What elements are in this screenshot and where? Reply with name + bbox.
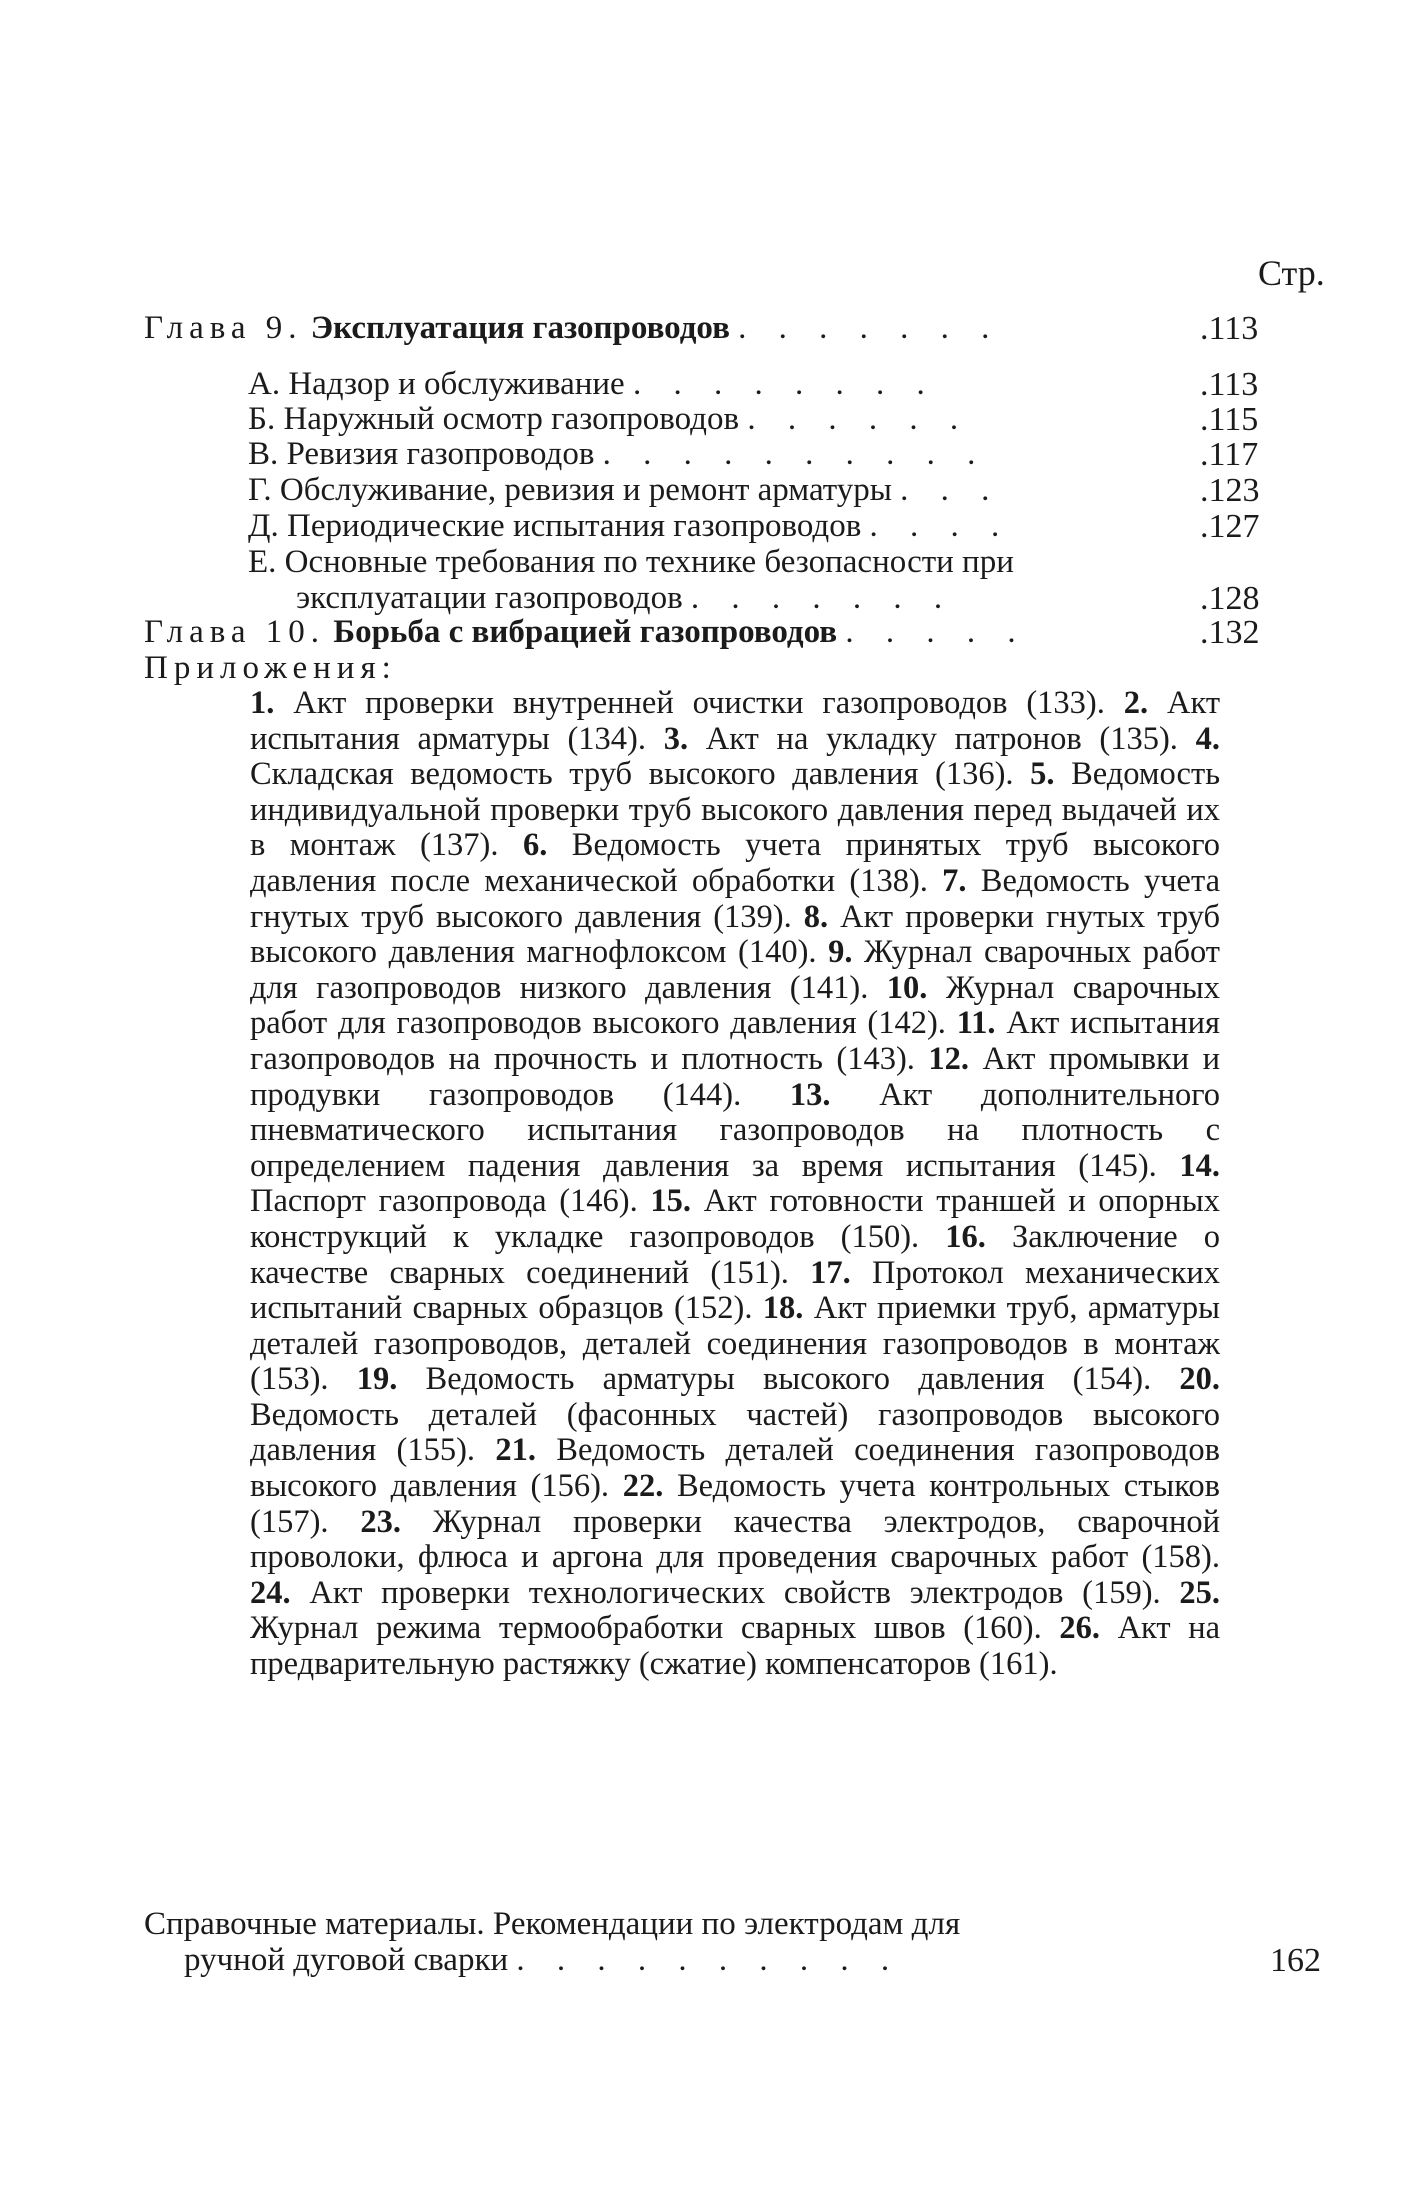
appendix-number: 15. xyxy=(650,1183,704,1220)
chapter-title: Борьба с вибрацией газопроводов xyxy=(333,614,838,650)
appendix-text: Акт на укладку патронов (135). xyxy=(705,720,1178,757)
appendix-text: Ведомость учета контрольных стыков (157). xyxy=(250,1468,1221,1540)
appendix-number: 19. xyxy=(356,1361,426,1398)
appendix-number: 14. xyxy=(1179,1147,1220,1184)
appendix-text: Акт готовности траншей и опорных конструкций к укладке газопроводов (150). xyxy=(250,1183,1221,1255)
appendix-text: Акт промывки и продувки газопроводов (144). xyxy=(250,1040,1220,1113)
appendix-text: Ведомость арматуры высокого давления (154). xyxy=(425,1361,1152,1398)
appendix-text: Ведомость деталей соединения газопроводов высокого давления (156). xyxy=(250,1432,1221,1505)
appendix-number: 22. xyxy=(622,1468,677,1505)
toc-entry: А. Надзор и обслуживание . . . . . . . . xyxy=(248,366,937,402)
appendix-text: Паспорт газопровода (146). xyxy=(250,1183,638,1220)
page-column-label: Стр. xyxy=(1258,253,1325,293)
appendix-text: Акт проверки внутренней очистки газопроводов (133). xyxy=(293,685,1105,721)
toc-entry: Д. Периодические испытания газопроводов . . . . xyxy=(248,508,1012,544)
appendix-item xyxy=(250,685,1105,721)
toc-entry: Б. Наружный осмотр газопроводов . . . . . . xyxy=(248,401,971,437)
appendix-text: Ведомость индивидуальной проверки труб высокого давления перед выдачей их в монтаж (137). xyxy=(250,756,1221,864)
appendix-text: Акт на предварительную растяжку (сжатие) компенсаторов (161). xyxy=(250,1610,1221,1683)
appendix-number: 3. xyxy=(663,720,706,757)
entry-page-number: .115 xyxy=(1200,401,1259,438)
appendix-number: 6. xyxy=(522,827,572,864)
entry-page-number: .123 xyxy=(1200,472,1260,509)
appendix-item xyxy=(250,1504,1220,1576)
appendix-number: 25. xyxy=(1179,1574,1221,1611)
appendix-text: Журнал проверки качества электродов, сварочной проволоки, флюса и аргона для проведения сварочных работ (158). xyxy=(250,1503,1221,1576)
appendix-text: Акт проверки гнутых труб высокого давления магнофлоксом (140). xyxy=(250,898,1221,971)
appendix-text: Журнал сварочных работ для газопроводов высокого давления (142). xyxy=(250,969,1220,1042)
appendix-number: 7. xyxy=(942,862,981,899)
appendix-number: 9. xyxy=(828,934,865,971)
appendix-text: Акт испытания арматуры (134). xyxy=(250,685,1221,757)
appendix-text: Акт приемки труб, арматуры деталей газопроводов, деталей соединения газопроводов в монтаж (153). xyxy=(250,1290,1221,1398)
appendix-number: 5. xyxy=(1030,756,1072,793)
toc-entry-continuation: эксплуатации газопроводов . . . . . . . xyxy=(296,580,955,616)
leader-dots: . . . . . . . xyxy=(738,310,1002,346)
appendix-item xyxy=(250,1575,1161,1611)
appendices-list xyxy=(250,686,1220,1683)
appendix-number: 24. xyxy=(250,1574,310,1611)
appendix-text: Ведомость учета гнутых труб высокого давления (139). xyxy=(250,862,1221,935)
appendix-number: 16. xyxy=(945,1218,1012,1255)
chapter-page-number: .113 xyxy=(1200,310,1259,347)
appendix-text: Ведомость учета принятых труб высокого давления после механической обработки (138). xyxy=(250,827,1221,899)
appendix-text: Акт дополнительного пневматического испытания газопроводов на плотность с определением падения давления за время испытания (145). xyxy=(250,1076,1221,1184)
appendix-number: 23. xyxy=(360,1503,433,1540)
entry-page-number: .117 xyxy=(1200,436,1259,473)
appendix-number: 26. xyxy=(1059,1610,1118,1647)
appendix-number: 13. xyxy=(789,1076,880,1113)
chapter-title: Эксплуатация газопроводов xyxy=(310,310,730,346)
appendix-number: 17. xyxy=(810,1254,872,1291)
reference-page-number: 162 xyxy=(1270,1942,1321,1979)
leader-dots: . . . . . xyxy=(845,614,1028,650)
appendix-number: 18. xyxy=(762,1290,814,1327)
appendix-number: 8. xyxy=(803,898,841,935)
appendix-text: Журнал режима термообработки сварных швов (160). xyxy=(250,1610,1042,1647)
toc-entry: В. Ревизия газопроводов . . . . . . . . . . xyxy=(248,436,988,472)
appendix-number: 1. xyxy=(250,685,294,721)
appendix-item xyxy=(664,721,1178,757)
appendix-item xyxy=(357,1361,1151,1397)
appendix-number: 12. xyxy=(928,1040,983,1077)
chapter-label: Глава 9. xyxy=(144,310,303,346)
entry-page-number: .128 xyxy=(1200,580,1260,617)
reference-subtitle: ручной дуговой сварки . . . . . . . . . . xyxy=(184,1942,902,1978)
appendices-heading: Приложения: xyxy=(144,650,397,686)
appendix-number: 11. xyxy=(956,1005,1007,1042)
appendix-number: 20. xyxy=(1179,1361,1221,1398)
appendix-text: Ведомость деталей (фасонных частей) газопроводов высокого давления (155). xyxy=(250,1396,1220,1469)
appendix-number: 4. xyxy=(1195,720,1220,757)
appendix-text: Заключение о качестве сварных соединений (151). xyxy=(250,1218,1221,1291)
appendix-number: 10. xyxy=(886,969,946,1006)
toc-entry: Г. Обслуживание, ревизия и ремонт арматуры . . . xyxy=(248,472,1002,508)
appendix-text: Акт проверки технологических свойств электродов (159). xyxy=(309,1574,1161,1611)
appendix-text: Акт испытания газопроводов на прочность и плотность (143). xyxy=(250,1005,1220,1077)
appendix-number: 2. xyxy=(1123,685,1167,721)
appendix-text: Протокол механических испытаний сварных образцов (152). xyxy=(250,1254,1221,1327)
chapter-page-number: .132 xyxy=(1200,614,1260,651)
toc-entry: Е. Основные требования по технике безопасности при xyxy=(248,544,1014,580)
entry-page-number: .113 xyxy=(1200,366,1259,403)
appendix-text: Складская ведомость труб высокого давления (136). xyxy=(250,756,1014,793)
chapter-label: Глава 10. xyxy=(144,614,326,650)
appendix-number: 21. xyxy=(495,1432,557,1469)
entry-page-number: .127 xyxy=(1200,508,1260,545)
appendix-text: Журнал сварочных работ для газопроводов низкого давления (141). xyxy=(250,934,1221,1006)
reference-title: Справочные материалы. Рекомендации по электродам для xyxy=(144,1906,961,1942)
